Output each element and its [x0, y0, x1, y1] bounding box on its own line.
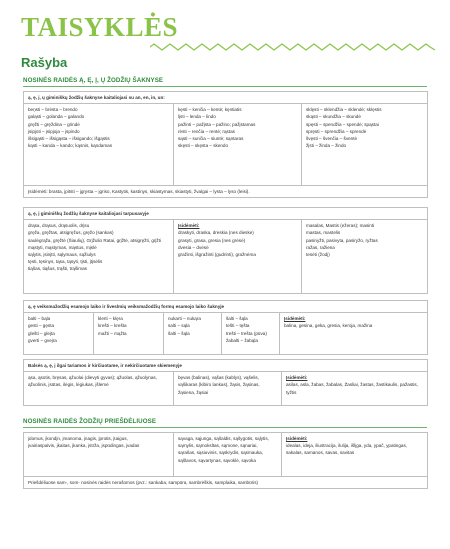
list-item: žįsti – žinda – žindo	[306, 143, 347, 149]
list-item: drąsa, drąsus, drąsuolis, drįsu	[28, 223, 90, 229]
list-item: vąšikaras (kibiro lankas), žąsis, žąsinas,	[178, 382, 260, 388]
list-item: glešti – gleįta	[28, 330, 55, 336]
section3-col3	[164, 313, 222, 355]
list-item: beņsti – brėsta – brendo	[28, 107, 78, 113]
list-item: asilas, asla, žabas, žabalas, Žasliai, žastas, žastikaulis, pažastis,	[286, 382, 419, 388]
section1-table	[23, 91, 428, 198]
list-item: tęsti, tęsinys, tąsa, tąsyti, tįsti, įtįsėlis	[28, 259, 103, 265]
section3-col5	[280, 313, 428, 355]
list-item: gręžti – gręždina – grindė	[28, 121, 80, 127]
list-item: spęsti – spendžia – spendė; spąstai	[306, 121, 379, 127]
list-item: spręsti – sprendžia – sprendė	[306, 128, 367, 134]
section5-rule	[23, 427, 427, 428]
list-item: ražas, ražiena	[306, 244, 335, 250]
list-item: lįsti – lenda – lindo	[178, 114, 216, 120]
section1-col3	[302, 104, 428, 186]
section4-intro: Balsės ą, ę, į ilgai tariamos ir kirčiuotame, ir nekirčiuotame skiemenyje	[24, 360, 428, 372]
section5-note: Priešdėliuose sam-, som- nosinės raidės nerašomos (pvz.: sankaba, sampūra, sambrėškis, samplaika, sambūris)	[24, 477, 428, 489]
list-item: sąrašas, sąsiuvinis, sąskrydis, sąsmauka,	[178, 450, 264, 456]
section5-col2	[174, 433, 282, 477]
section4-col1	[24, 372, 174, 406]
list-item: pažinti – pažįsta – pažino; pažįstamas	[178, 121, 256, 127]
list-item: pasinyžti, pasivyta, pasiryžo, ryžtas	[306, 237, 378, 243]
list-item: skęsti – skęsta – skendo	[178, 143, 229, 149]
list-item: mastas, mastelis	[306, 230, 341, 236]
list-item: mąstyti, mąstymas, mąstus, mįslė	[28, 244, 97, 250]
list-item: sąšlavos, sąvartynas, sąvoklė, sąvoka	[178, 457, 256, 463]
list-item: masalas, Mastis (ežeras); masinti	[306, 223, 375, 229]
section1-note: Įsidėmėti: brasta, įpitsti – įgrysta – įgriso, Kastytis, kastinys, skiastymas, skiastyti, žvalgai – lysta – lyso (leisi).	[24, 186, 428, 198]
list-item: ąžuolinis, įsūtas, ilėgis, lėgiukas, įšlemė	[28, 382, 109, 388]
list-item: sąsti – sunčia – siuntė; sąntaras	[178, 136, 244, 142]
section1-heading: NOSINĖS RAIDĖS Ą, Ę, Į, Ų ŽODŽIŲ ŠAKNYSE	[23, 77, 164, 84]
list-item: balina, gesina, geka, gresia, keroja, mažina	[284, 323, 373, 329]
section2-table	[23, 207, 428, 294]
section3-intro: ą, ę veiksmažodžių esamojo laiko ir liveslmių veiksmažodžių formų esamojo laiko šaknyje	[24, 301, 428, 313]
list-item: bęvas (balinas), vąšas (kablys), vąšelis,	[178, 375, 259, 381]
list-item: sąmylis, sąmoksltas, sąmone, sąnariai,	[178, 443, 258, 449]
section1-col1	[24, 104, 174, 186]
list-item: tiąšas, tiąšus, trąšti, trąšimas	[28, 266, 87, 272]
list-item: sakalas, samanos, savas, savitas	[286, 450, 355, 456]
page-title: TAISYKLĖS	[21, 12, 179, 42]
list-item: sąlytis, įsinįtti, sąlymaus, sąžiulys	[28, 252, 96, 258]
page-subtitle: Rašyba	[21, 55, 68, 70]
list-item: balti – bąla	[28, 316, 51, 322]
list-item: grasyti, grasa, gresia (nes grėsė)	[178, 237, 246, 243]
list-item: išsigąsti – išsigąsta – išsigando; išgąstis	[28, 136, 110, 142]
list-item: gesti – gęsta	[28, 323, 55, 329]
section5-heading: NOSINĖS RAIDĖS ŽODŽIŲ PRIEŠDĖLIUOSE	[23, 418, 157, 425]
section1-rule	[23, 86, 427, 87]
list-item: tesėti (žodį)	[306, 252, 330, 258]
note-title: Įsidėmėti:	[178, 223, 200, 229]
list-item: tyžtis	[286, 389, 297, 395]
list-item: įvairiaspalvis, įkaitas, įkanka, įstrža, įspūdingas, įvadas	[28, 443, 140, 449]
list-item: saulėgrąža, gręžtė (Šiaulių), Grįžulio Ratai, grįžtė, atsigręžti, grįžti	[28, 237, 162, 243]
list-item: švęsti – švenčia – šventė	[306, 136, 358, 142]
list-item: krešti – krešta	[98, 323, 127, 329]
list-item: mažti – mąžta	[98, 330, 127, 336]
section3-table	[23, 300, 428, 355]
list-item: tešti – tęšta	[226, 323, 250, 329]
section5-col1	[24, 433, 174, 477]
note-title: Įsidėmėti:	[286, 436, 308, 441]
list-item: sąvaga, sąjunga, sąšaldis, sąšygotis, sąlytis,	[178, 436, 269, 441]
list-item: gręža, gręžtas, atsigręžus, gręžo (sankas)	[28, 230, 114, 236]
section3-col1	[24, 313, 94, 355]
section5-col3	[282, 433, 428, 477]
section2-col3	[302, 220, 428, 294]
section4-table	[23, 359, 428, 406]
zigzag-divider	[150, 43, 435, 51]
section2-col1	[24, 220, 174, 294]
section3-col4	[222, 313, 280, 355]
list-item: skąsti – skundžia – skundė	[306, 114, 361, 120]
list-item: idealas, ideja, iliustracija, ilulija, išlįga, yda, ypač, ypatingas,	[286, 443, 408, 449]
section2-intro: ą, ę, į giminiškų žodžių šaknyse kaitaliojasi tarpusavyje	[24, 208, 428, 220]
section4-col2	[174, 372, 282, 406]
list-item: įdomus, įkondįn, įmanoma, įnagis, įprotis, įtaigus,	[28, 436, 128, 441]
list-item: šalti – šąla	[226, 316, 248, 322]
list-item: galąsti – golanda – galando	[28, 114, 85, 120]
list-item: sklęsti – sklendžia – sklendė; sklęstis	[306, 107, 382, 113]
note-title: Įsidėmėti:	[286, 375, 308, 381]
note-title: Įsidėmėti:	[284, 316, 306, 322]
list-item: salti – sąla	[168, 323, 190, 329]
list-item: kąsti – kanda – kando; kąsnis, kąndamas	[28, 143, 113, 149]
list-item: draskyti, draska, dreskia (nes dieske)	[178, 230, 254, 236]
section4-col3	[282, 372, 428, 406]
list-item: šalti – šąla	[168, 330, 190, 336]
list-item: gverti – gveįra	[28, 337, 57, 343]
list-item: dvesia – dvėsė	[178, 244, 209, 250]
list-item: klerti – klęra	[98, 316, 123, 322]
section1-col2	[174, 104, 302, 186]
list-item: žąsiena, žąsiai	[178, 389, 209, 395]
list-item: gražinti, išgražinti (gudrinti), gražnėma	[178, 252, 256, 258]
list-item: įsipjoti – įsipjoja – įspindo	[28, 128, 80, 134]
list-item: trešti – trešta (pūva)	[226, 330, 267, 336]
section2-col2	[174, 220, 302, 294]
list-item: nukarti – nukąra	[168, 316, 201, 322]
list-item: ąsa, ąsotis, bręsas, ąžuolai (dievyti gyvas); ąžuolas, ąžuolynas,	[28, 375, 157, 381]
section3-col2	[94, 313, 164, 355]
section5-table	[23, 432, 428, 489]
list-item: rėsti – renčia – rentė; rąstas	[178, 128, 235, 134]
section1-intro: ą, ę, į, ų giminiškų žodžių šaknyse kaitaliojasi su an, en, in, un:	[24, 92, 428, 104]
list-item: kęsti – kenčia – kentė; kęntiatis	[178, 107, 242, 113]
list-item: žabalti – žabąla	[226, 337, 258, 343]
